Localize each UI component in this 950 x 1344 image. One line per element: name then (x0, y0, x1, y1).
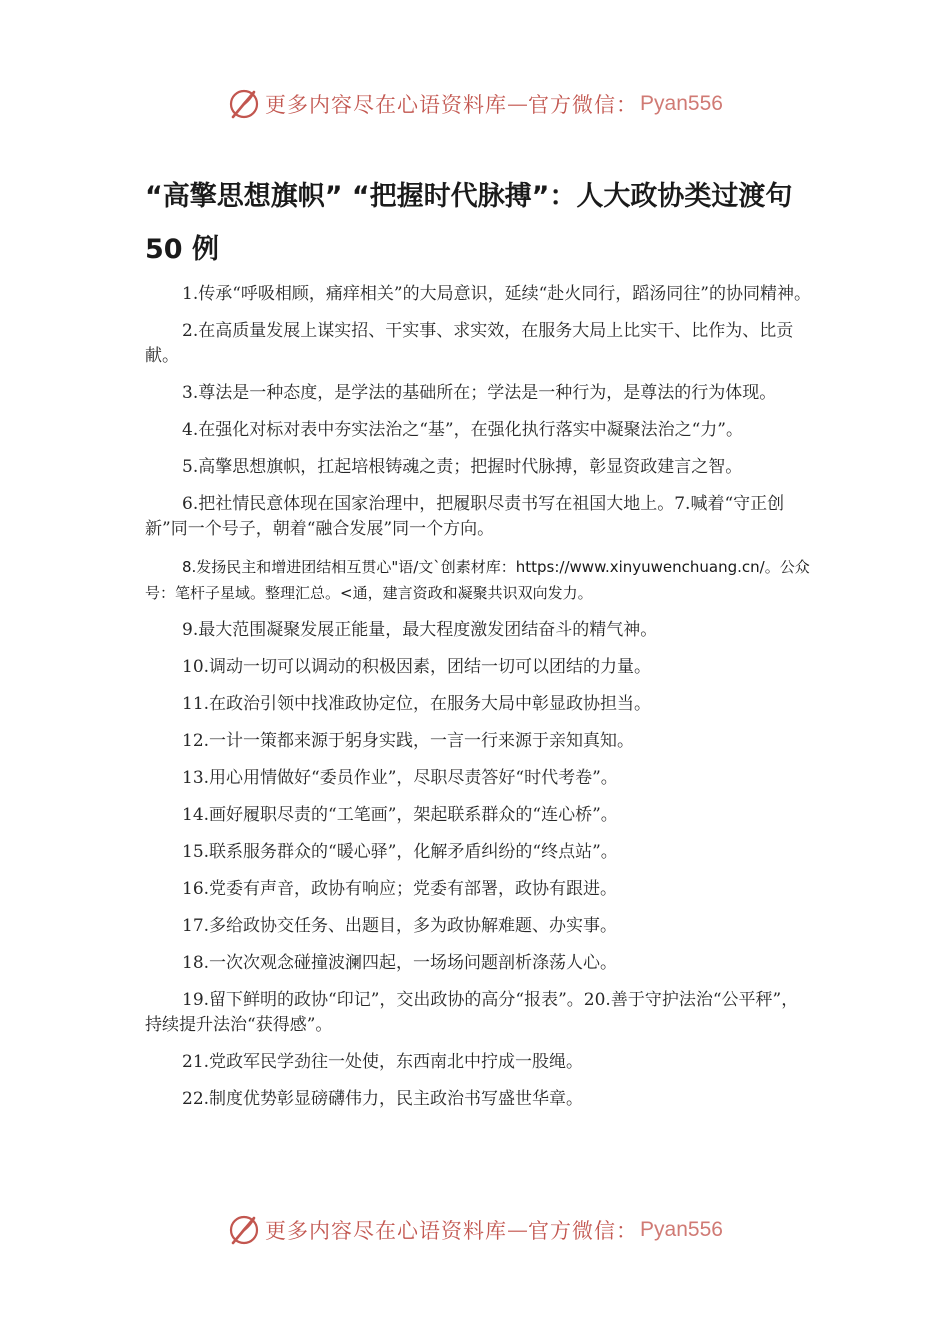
document-body (145, 282, 813, 1124)
paragraph-8: 8.发扬民主和增进团结相互贯心"语/文`创素材库：https://www.xinyuwenchuang.cn/。公众号：笔杆子星域。整理汇总。<通，建言资政和凝聚共识双向发力。 (145, 558, 810, 602)
paragraph-15: 15.联系服务群众的“暖心驿”，化解矛盾纠纷的“终点站”。 (182, 842, 618, 862)
page-title: “高擎思想旗帜” “把握时代脉搏”：人大政协类过渡句 50 例 (145, 181, 793, 265)
banner-text: 更多内容尽在心语资料库 (265, 1219, 508, 1243)
quill-logo-icon (227, 1213, 261, 1247)
banner-label: 官方微信： (528, 1219, 639, 1243)
paragraph-11: 11.在政治引领中找准政协定位，在服务大局中彰显政协担当。 (182, 694, 652, 714)
paragraph-14: 14.画好履职尽责的“工笔画”，架起联系群众的“连心桥”。 (182, 805, 618, 825)
paragraph-10: 10.调动一切可以调动的积极因素，团结一切可以团结的力量。 (182, 657, 652, 677)
banner-label: 官方微信： (528, 93, 639, 117)
paragraph-3: 3.尊法是一种态度，是学法的基础所在；学法是一种行为，是尊法的行为体现。 (182, 383, 777, 403)
banner-text: 更多内容尽在心语资料库 (265, 93, 508, 117)
banner-id: Pyan556 (640, 92, 723, 115)
banner-id: Pyan556 (640, 1218, 723, 1241)
paragraph-17: 17.多给政协交任务、出题目，多为政协解难题、办实事。 (182, 916, 618, 936)
banner-separator: — (507, 1218, 529, 1242)
banner-separator: — (507, 92, 529, 116)
paragraph-6: 6.把社情民意体现在国家治理中，把履职尽责书写在祖国大地上。7.喊着“守正创新”同一个号子，朝着“融合发展”同一个方向。 (145, 494, 785, 539)
footer-banner (0, 1210, 950, 1250)
header-banner (0, 84, 950, 124)
paragraph-19: 19.留下鲜明的政协“印记”，交出政协的高分“报表”。20.善于守护法治“公平秤”，持续提升法治“获得感”。 (145, 990, 799, 1035)
paragraph-13: 13.用心用情做好“委员作业”，尽职尽责答好“时代考卷”。 (182, 768, 618, 788)
paragraph-1: 1.传承“呼吸相顾，痛痒相关”的大局意识，延续“赴火同行，蹈汤同往”的协同精神。 (182, 284, 811, 304)
paragraph-12: 12.一计一策都来源于躬身实践，一言一行来源于亲知真知。 (182, 731, 635, 751)
paragraph-2: 2.在高质量发展上谋实招、干实事、求实效，在服务大局上比实干、比作为、比贡献。 (145, 321, 794, 366)
paragraph-4: 4.在强化对标对表中夯实法治之“基”，在强化执行落实中凝聚法治之“力”。 (182, 420, 743, 440)
quill-logo-icon (227, 87, 261, 121)
paragraph-21: 21.党政军民学劲往一处使，东西南北中拧成一股绳。 (182, 1052, 584, 1072)
paragraph-5: 5.高擎思想旗帜，扛起培根铸魂之责；把握时代脉搏，彰显资政建言之智。 (182, 457, 743, 477)
paragraph-22: 22.制度优势彰显磅礴伟力，民主政治书写盛世华章。 (182, 1089, 584, 1109)
paragraph-9: 9.最大范围凝聚发展正能量，最大程度激发团结奋斗的精气神。 (182, 620, 658, 640)
paragraph-18: 18.一次次观念碰撞波澜四起，一场场问题剖析涤荡人心。 (182, 953, 618, 973)
paragraph-16: 16.党委有声音，政协有响应；党委有部署，政协有跟进。 (182, 879, 618, 899)
